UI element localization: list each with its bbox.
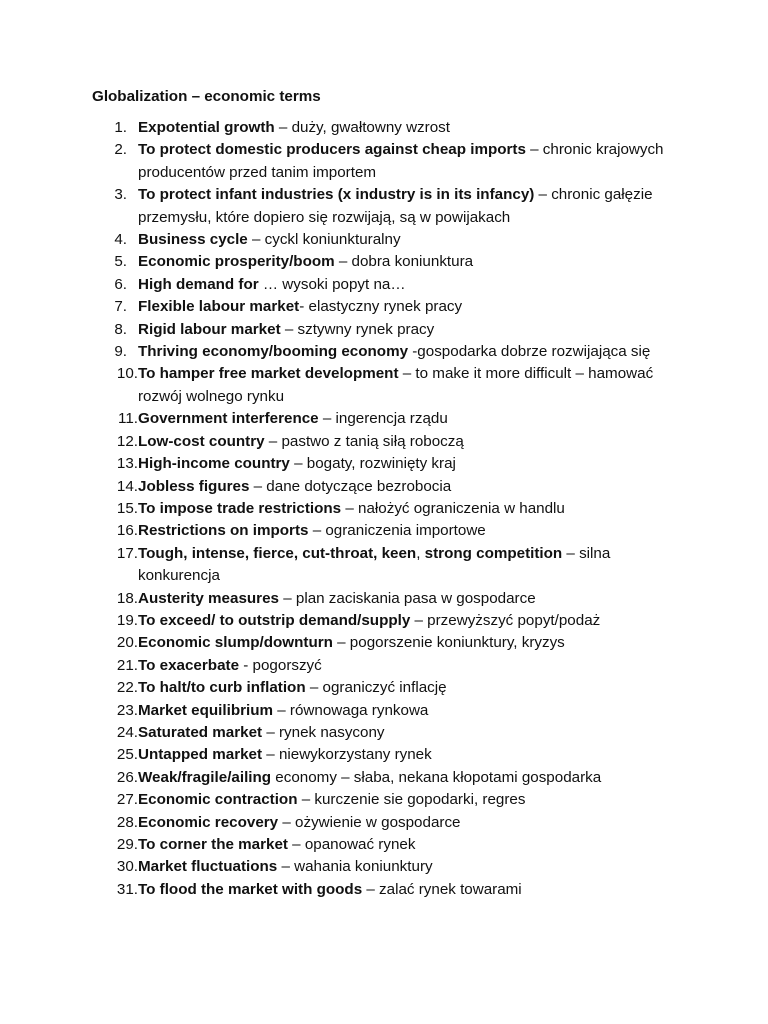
term-list-item [0,610,690,632]
term-translation: , [416,544,425,562]
term-translation: – duży, gwałtowny wzrost [274,119,450,136]
term-list-item [0,744,690,766]
term-number: 8. [114,320,127,338]
term-number: 27. [116,791,138,809]
term-translation: – wahania koniunktury [277,858,433,876]
term-number: 11. [118,410,138,428]
term-number: 10. [116,365,138,383]
term-english: Austerity measures [138,589,279,607]
term-number: 20. [116,634,138,652]
term-number: 25. [116,746,138,764]
term-translation: - elastyczny rynek pracy [299,298,463,316]
term-english: Business cycle [138,231,248,249]
term-list-item [0,184,690,229]
term-list-item [0,476,690,498]
term-english: Government interference [138,410,319,428]
term-list-item [0,341,690,363]
term-list-item [0,655,690,677]
term-list-item [0,363,690,408]
term-english: To exceed/ to outstrip demand/supply [138,611,411,629]
term-translation: – to make it more difficult – hamować rozwój wolnego rynku [138,365,654,405]
term-english: Saturated market [138,723,263,741]
term-list-item [0,834,690,856]
term-translation: – silna konkurencja [138,544,611,585]
term-translation: – ograniczenia importowe [308,522,486,540]
term-translation: – równowaga rynkowa [273,701,429,719]
term-english: Low-cost country [138,432,265,450]
term-translation: – dobra koniunktura [334,253,474,271]
term-english: Economic prosperity/boom [138,253,335,271]
term-english: To exacerbate [138,656,240,674]
term-translation: – zalać rynek towarami [362,880,522,898]
term-number: 23. [116,701,138,719]
term-translation: – chronic krajowych producentów przed tanim importem [138,141,664,181]
term-number: 22. [116,679,138,697]
term-translation: – plan zaciskania pasa w gospodarce [278,589,536,607]
term-list-item [0,588,690,610]
term-english: Jobless figures [138,477,250,495]
term-english: Economic recovery [138,813,279,831]
term-number: 29. [116,836,138,853]
term-list-item [0,117,690,139]
term-number: 21. [116,656,138,674]
term-translation: – pastwo z tanią siłą roboczą [264,432,464,450]
term-number: 5. [114,253,127,271]
term-number: 6. [114,275,127,293]
term-english: Expotential growth [138,119,275,136]
term-english: Market equilibrium [138,701,274,719]
term-english: To impose trade restrictions [138,499,342,517]
term-english: Flexible labour market [138,298,300,316]
term-number: 15. [116,499,138,517]
term-number: 28. [116,813,138,831]
term-number: 24. [116,723,138,741]
term-english: Restrictions on imports [138,522,309,540]
term-number: 30. [116,858,138,876]
term-number: 18. [116,589,138,607]
term-translation: … wysoki popyt na… [258,275,406,293]
term-list-item [0,632,690,654]
term-english: Rigid labour market [138,320,281,338]
term-english: To protect infant industries (x industry is in its infancy) [138,186,535,204]
term-translation: – sztywny rynek pracy [280,320,435,338]
term-list-item [0,879,690,901]
term-translation: – pogorszenie koniunktury, kryzys [332,634,565,652]
term-english: Untapped market [138,746,263,764]
term-number: 14. [116,477,138,495]
term-list-item [0,139,690,184]
term-number: 19. [116,611,138,629]
term-list-item [0,274,690,296]
term-translation: – niewykorzystany rynek [262,746,432,764]
term-list-item [0,722,690,744]
term-english: High demand for [138,275,259,293]
term-list-item [0,296,690,318]
term-list-item [0,789,690,811]
term-list-item [0,229,690,251]
term-number: 26. [116,768,138,786]
term-translation: – przewyższyć popyt/podaż [410,611,601,629]
term-english: Thriving economy/booming economy [138,343,409,361]
term-list-item [0,700,690,722]
term-translation: – ożywienie w gospodarce [278,813,461,831]
term-list-item [0,543,690,588]
term-translation: economy – słaba, nekana kłopotami gospodarka [271,768,602,786]
term-translation: – kurczenie sie gopodarki, regres [297,791,526,809]
term-number: 3. [114,186,127,204]
term-list-item [0,431,690,453]
term-translation: – rynek nasycony [262,723,385,741]
term-translation: – opanować rynek [287,836,416,853]
term-list-item [0,453,690,475]
term-english: To hamper free market development [138,365,399,383]
term-translation: – dane dotyczące bezrobocia [249,477,452,495]
term-list-item [0,520,690,542]
term-list-item [0,767,690,789]
term-number: 1. [114,119,127,136]
term-number: 2. [114,141,127,159]
term-number: 9. [114,343,127,361]
term-translation: -gospodarka dobrze rozwijająca się [408,343,651,361]
term-list-item [0,251,690,273]
term-translation: – chronic gałęzie przemysłu, które dopiero się rozwijają, są w powijakach [138,186,653,226]
term-number: 13. [116,455,138,473]
term-number: 7. [114,298,127,316]
term-list-item [0,812,690,834]
term-english: High-income country [138,455,290,473]
term-english: To halt/to curb inflation [138,679,306,697]
term-english: Economic slump/downturn [138,634,333,652]
term-number: 17. [116,544,138,562]
term-english: strong competition [424,544,563,562]
term-translation: – cyckl koniunkturalny [247,231,401,249]
term-translation: – nałożyć ograniczenia w handlu [341,499,565,517]
term-list-item [0,856,690,878]
term-list-item [0,498,690,520]
term-translation: – ingerencja rządu [318,410,448,428]
term-number: 4. [114,231,127,249]
terms-list [0,117,768,901]
term-number: 16. [116,522,138,540]
term-english: Economic contraction [138,791,298,809]
term-english: Market fluctuations [138,858,278,876]
term-list-item [0,319,690,341]
term-english: Tough, intense, fierce, cut-throat, keen [138,544,417,562]
term-english: To corner the market [138,836,288,853]
term-list-item [0,677,690,699]
document-title: Globalization – economic terms [92,88,321,105]
term-number: 12. [116,432,138,450]
term-list-item [0,408,690,430]
term-english: To flood the market with goods [138,880,363,898]
term-translation: – ograniczyć inflację [305,679,447,697]
term-translation: – bogaty, rozwinięty kraj [289,455,456,473]
term-english: Weak/fragile/ailing [138,768,272,786]
term-translation: - pogorszyć [239,656,322,674]
term-english: To protect domestic producers against cheap imports [138,141,526,159]
term-number: 31. [116,880,138,898]
